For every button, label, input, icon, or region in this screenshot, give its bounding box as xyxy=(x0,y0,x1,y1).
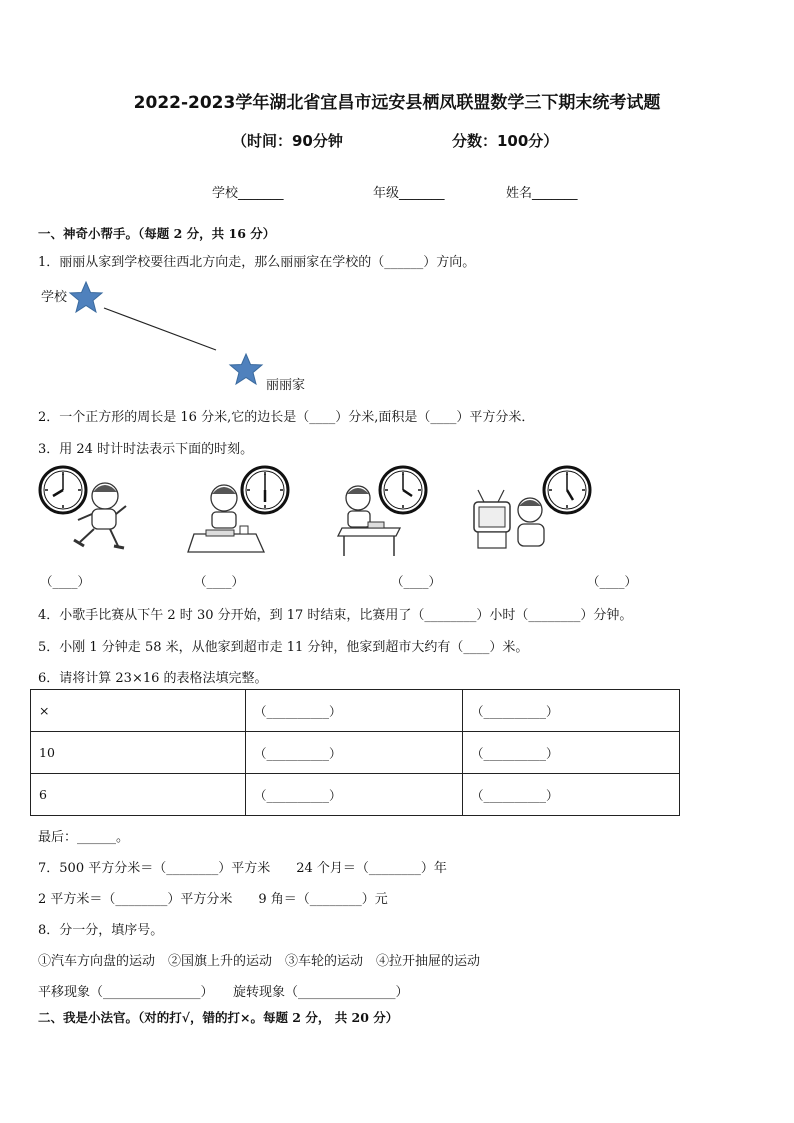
question-3: 3．用 24 时计时法表示下面的时刻。 xyxy=(38,442,254,457)
q8-answers: 平移现象（_______________） 旋转现象（_______________） xyxy=(38,985,409,1000)
q8-options: ①汽车方向盘的运动 ②国旗上升的运动 ③车轮的运动 ④拉开抽屉的运动 xyxy=(38,954,481,969)
star-icon xyxy=(68,280,104,314)
child-running-illustration xyxy=(60,476,130,556)
q6-final: 最后：______。 xyxy=(38,830,130,845)
table-cell[interactable]: （__________） xyxy=(246,690,463,732)
label-home: 丽丽家 xyxy=(266,378,306,393)
table-row xyxy=(31,774,680,816)
question-5: 5．小刚 1 分钟走 58 米，从他家到超市走 11 分钟，他家到超市大约有（____）米。 xyxy=(38,640,529,655)
grade-field: 年级_______ xyxy=(373,186,445,201)
table-cell: 10 xyxy=(31,732,246,774)
table-cell[interactable]: （__________） xyxy=(246,774,463,816)
clock-icon xyxy=(376,464,430,516)
question-2: 2．一个正方形的周长是 16 分米,它的边长是（____）分米,面积是（____）平方分米． xyxy=(38,410,535,425)
q3-blank-3[interactable]: （____） xyxy=(391,574,442,589)
child-tv-illustration xyxy=(470,486,550,558)
table-cell: × xyxy=(31,690,246,732)
page-title: 2022-2023学年湖北省宜昌市远安县栖凤联盟数学三下期末统考试题 xyxy=(133,93,661,113)
table-cell: 6 xyxy=(31,774,246,816)
star-icon xyxy=(228,352,264,386)
table-cell[interactable]: （__________） xyxy=(463,774,680,816)
q3-blank-4[interactable]: （____） xyxy=(587,574,638,589)
clock-icon xyxy=(238,464,292,516)
question-4: 4．小歌手比赛从下午 2 时 30 分开始，到 17 时结束，比赛用了（________）小时（________）分钟。 xyxy=(38,608,633,623)
table-row xyxy=(31,690,680,732)
table-row xyxy=(31,732,680,774)
label-school: 学校 xyxy=(41,290,68,305)
name-field: 姓名_______ xyxy=(506,186,578,201)
multiplication-table xyxy=(30,689,680,816)
school-field: 学校_______ xyxy=(212,186,284,201)
question-6: 6．请将计算 23×16 的表格法填完整。 xyxy=(38,671,268,686)
exam-time: （时间：90分钟 xyxy=(232,132,343,150)
table-cell[interactable]: （__________） xyxy=(463,690,680,732)
section2-heading: 二、我是小法官。（对的打√，错的打×。每题 2 分， 共 20 分） xyxy=(38,1010,399,1025)
question-8: 8．分一分，填序号。 xyxy=(38,923,164,938)
q3-blank-2[interactable]: （____） xyxy=(194,574,245,589)
q3-blank-1[interactable]: （____） xyxy=(40,574,91,589)
exam-score: 分数：100分） xyxy=(452,132,559,150)
table-cell[interactable]: （__________） xyxy=(246,732,463,774)
question-7-line2: 2 平方米＝（________）平方分米 9 角＝（________）元 xyxy=(38,892,388,907)
section1-heading: 一、神奇小帮手。（每题 2 分，共 16 分） xyxy=(38,226,276,241)
question-7-line1: 7．500 平方分米＝（________）平方米 24 个月＝（________）年 xyxy=(38,861,447,876)
direction-line xyxy=(100,300,220,356)
question-1: 1．丽丽从家到学校要往西北方向走，那么丽丽家在学校的（______）方向。 xyxy=(38,255,476,270)
table-cell[interactable]: （__________） xyxy=(463,732,680,774)
clock-icon xyxy=(540,464,594,516)
